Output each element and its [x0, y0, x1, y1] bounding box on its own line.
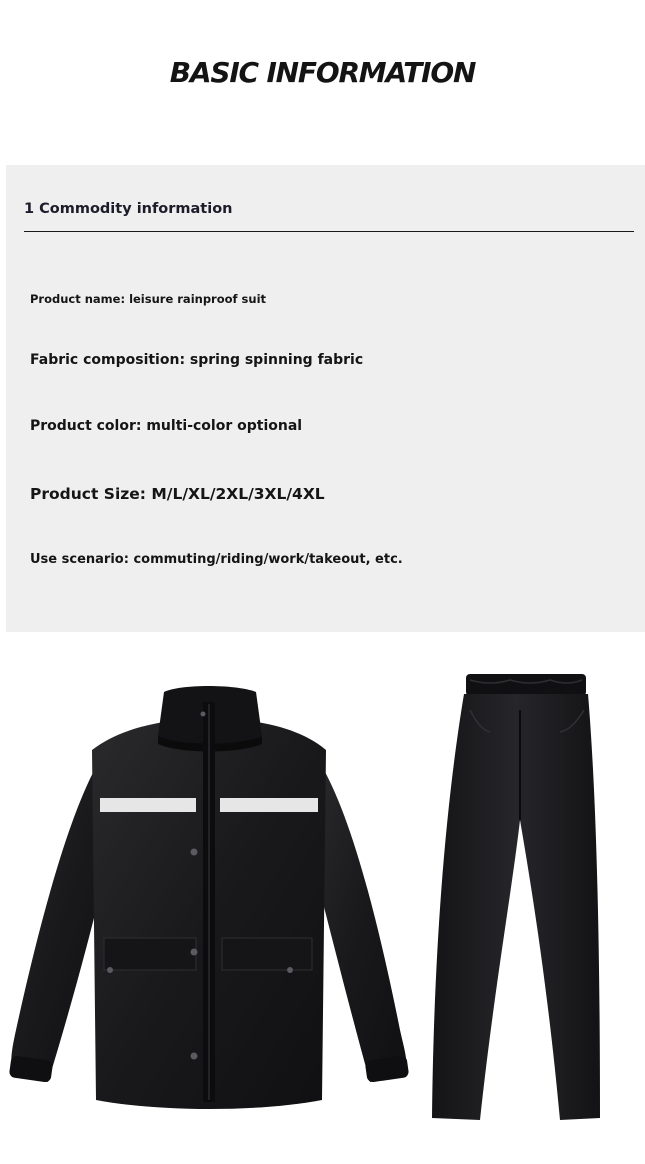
product-photo [0, 670, 645, 1130]
jacket-pocket-right [222, 938, 312, 970]
product-name-line: Product name: leisure rainproof suit [30, 292, 267, 306]
use-scenario-line: Use scenario: commuting/riding/work/takeout, etc. [30, 552, 403, 567]
section-divider [24, 231, 634, 232]
pants-waistband [466, 674, 586, 696]
pants-legs [432, 694, 600, 1120]
section-heading: 1 Commodity information [24, 201, 233, 217]
reflective-strip-left [100, 798, 196, 812]
rain-jacket [9, 686, 410, 1109]
reflective-strip-right [220, 798, 318, 812]
product-size-line: Product Size: M/L/XL/2XL/3XL/4XL [30, 485, 325, 503]
fabric-composition-line: Fabric composition: spring spinning fabric [30, 352, 364, 368]
product-color-line: Product color: multi-color optional [30, 418, 303, 434]
commodity-info-panel [6, 165, 645, 632]
page-title: BASIC INFORMATION [169, 56, 476, 89]
jacket-right-sleeve [312, 760, 407, 1082]
rain-pants [432, 674, 600, 1120]
jacket-pocket-left [104, 938, 196, 970]
